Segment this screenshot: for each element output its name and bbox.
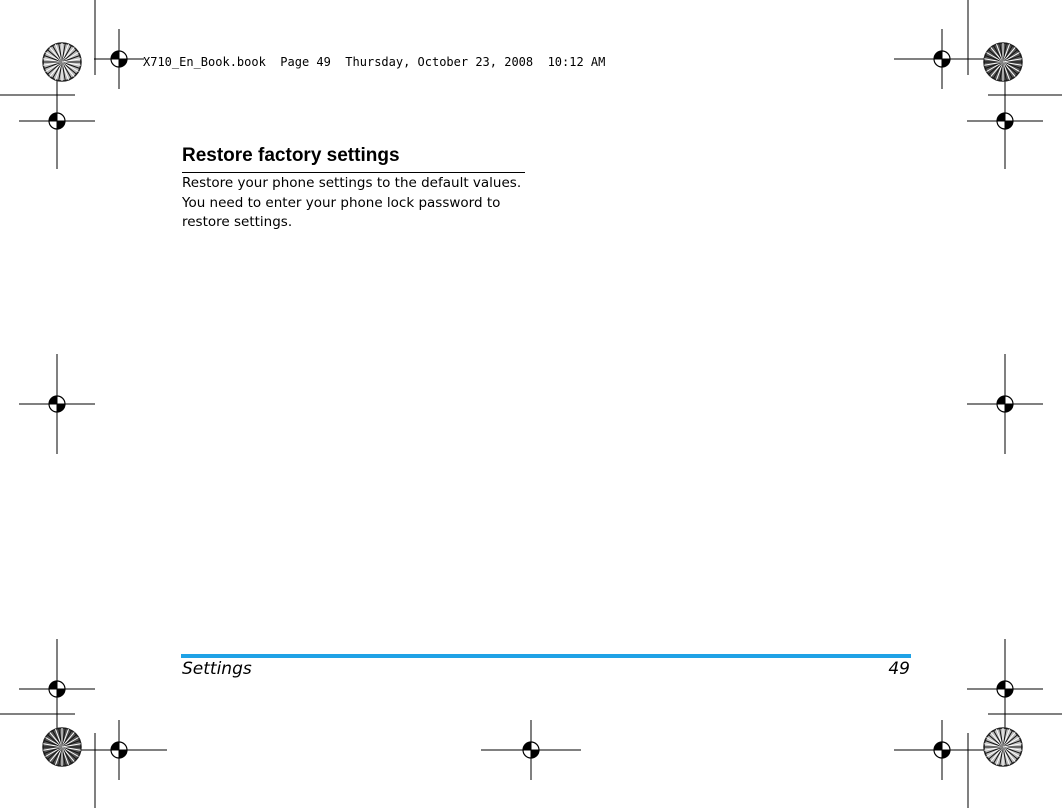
registration-crosshair-icon bbox=[19, 354, 95, 454]
registration-crosshair-icon bbox=[967, 354, 1043, 454]
registration-crosshair-icon bbox=[19, 639, 95, 739]
registration-crosshair-icon bbox=[967, 639, 1043, 739]
registration-crosshair-icon bbox=[894, 29, 990, 89]
starburst-target-icon bbox=[43, 728, 81, 766]
print-header: X710_En_Book.book Page 49 Thursday, October 23, 2008 10:12 AM bbox=[143, 55, 606, 69]
title-underline bbox=[182, 172, 525, 173]
registration-crosshair-icon bbox=[894, 720, 990, 780]
footer-rule bbox=[181, 654, 911, 658]
registration-crosshair-icon bbox=[19, 73, 95, 169]
starburst-target-icon bbox=[984, 43, 1022, 81]
registration-crosshair-icon bbox=[481, 720, 581, 780]
section-title: Restore factory settings bbox=[182, 145, 400, 166]
registration-crosshair-icon bbox=[967, 73, 1043, 169]
starburst-target-icon bbox=[43, 43, 81, 81]
registration-crosshair-icon bbox=[94, 29, 144, 89]
starburst-target-icon bbox=[984, 728, 1022, 766]
footer-section-name: Settings bbox=[182, 659, 252, 679]
section-body: Restore your phone settings to the default values. You need to enter your phone lock password to restore settings. bbox=[182, 175, 522, 230]
registration-crosshair-icon bbox=[71, 720, 167, 780]
footer-page-number: 49 bbox=[888, 659, 910, 679]
